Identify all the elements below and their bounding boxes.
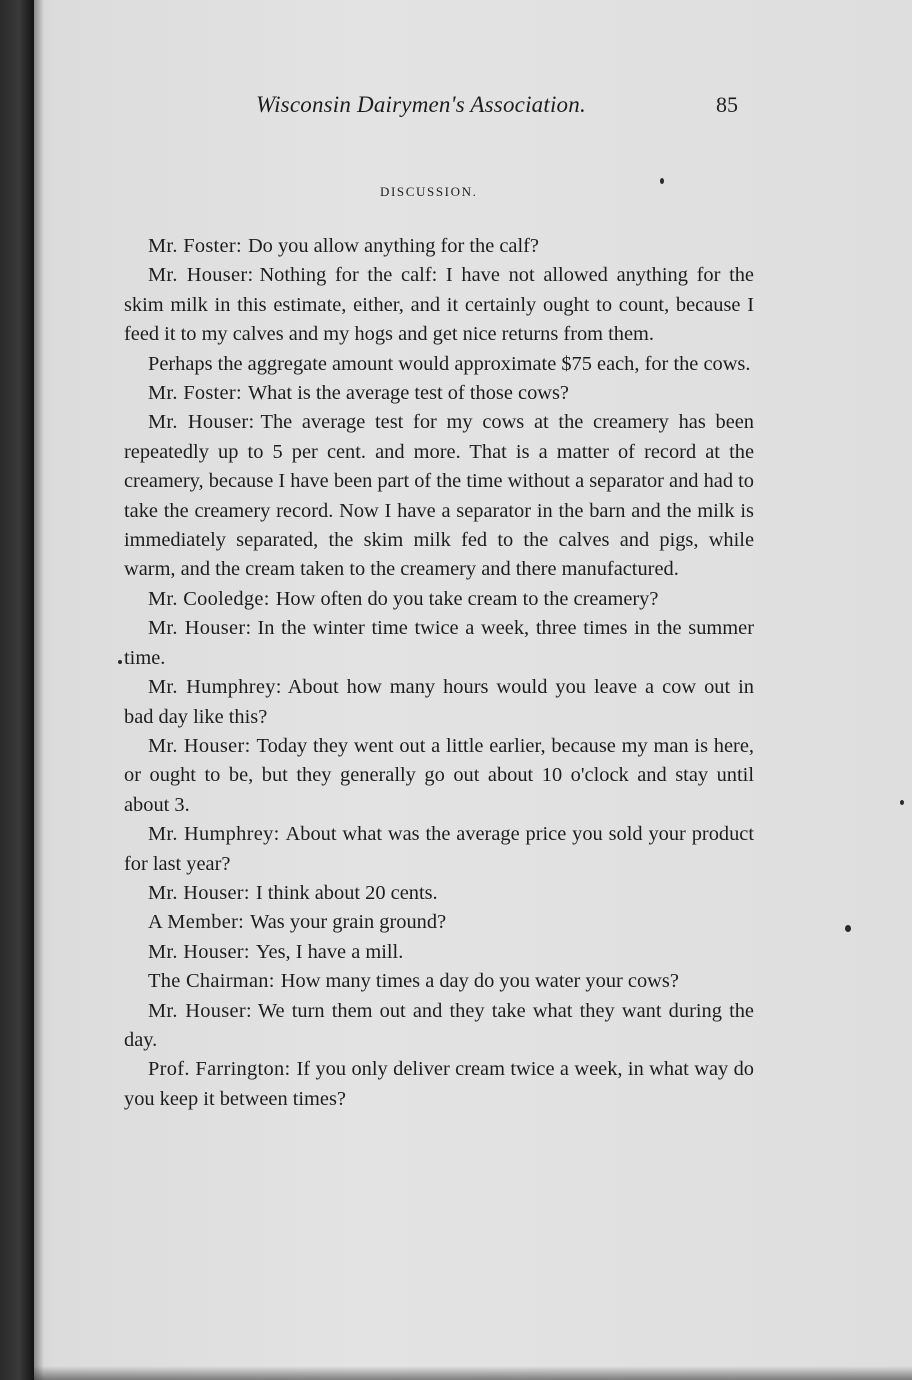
speaker-name: Mr. Cooledge: [148,587,270,610]
paragraph-text: Today they went out a little earlier, because my man is here, or ought to be, but they generally go out about 10 o'clock and stay until about 3. [124,734,754,816]
discussion-paragraph [124,408,754,584]
speaker-name: Mr. Humphrey: [148,676,282,699]
discussion-paragraph [124,1055,754,1114]
discussion-text [124,232,754,1114]
ink-speck [845,925,851,932]
discussion-paragraph [124,820,754,879]
paragraph-text: We turn them out and they take what they want during the day. [124,999,754,1051]
speaker-name: The Chairman: [148,970,275,993]
page-bottom-edge [34,1366,912,1380]
ink-speck [900,800,904,805]
discussion-paragraph [124,908,754,937]
discussion-paragraph [124,614,754,673]
discussion-paragraph [124,673,754,732]
page-number: 85 [716,92,738,117]
speaker-name: Mr. Foster: [148,235,242,257]
speaker-name: A Member: [148,911,245,934]
ink-speck [118,660,122,664]
paragraph-text: The average test for my cows at the creamery has been repeatedly up to 5 per cent. and more. That is a matter of record at the creamery, because I have been part of the time without a separator and had to take the creamery record. Now I have a separator in the barn and the milk is immediately separated, the skim milk fed to the calves and pigs, while warm, and the cream taken to the creamery and there manufactured. [124,411,754,581]
speaker-name: Mr. Houser: [148,617,252,640]
paragraph-text: In the winter time twice a week, three times in the summer time. [124,617,754,669]
spine-shadow [34,0,44,1380]
speaker-name: Mr. Houser: [148,881,250,904]
paragraph-text: How many times a day do you water your cows? [280,970,679,993]
paragraph-text: Yes, I have a mill. [255,940,404,963]
speaker-name: Prof. Farrington: [148,1058,291,1081]
discussion-paragraph [124,379,754,408]
discussion-paragraph [124,879,754,908]
ink-speck [660,178,664,184]
section-title: DISCUSSION. [380,184,478,199]
paragraph-text: Perhaps the aggregate amount would approximate $75 each, for the cows. [148,352,751,375]
discussion-paragraph [124,997,754,1056]
paragraph-text: Was your grain ground? [250,911,447,934]
speaker-name: Mr. Houser: [148,411,255,434]
discussion-paragraph [124,350,754,379]
speaker-name: Mr. Houser: [148,999,252,1022]
paragraph-text: If you only deliver cream twice a week, in what way do you keep it between times? [124,1058,754,1110]
discussion-paragraph [124,938,754,967]
discussion-paragraph [124,732,754,820]
discussion-paragraph [124,967,754,996]
paragraph-text: About how many hours would you leave a cow out in bad day like this? [124,676,755,728]
speaker-name: Mr. Foster: [148,382,242,405]
paragraph-text: How often do you take cream to the creamery? [275,587,659,610]
speaker-name: Mr. Humphrey: [148,823,280,846]
paragraph-text: About what was the average price you sold your product for last year? [124,823,754,875]
paragraph-text: Nothing for the calf: I have not allowed anything for the skim milk in this estimate, either, and it certainly ought to count, because I feed it to my calves and my hogs and get nice returns from them. [124,264,754,346]
paragraph-text: Do you allow anything for the calf? [247,235,539,257]
running-title: Wisconsin Dairymen's Association. [256,92,586,117]
paragraph-text: I think about 20 cents. [255,881,438,904]
discussion-paragraph [124,232,754,261]
paragraph-text: What is the average test of those cows? [247,382,569,405]
discussion-paragraph [124,585,754,614]
discussion-paragraph [124,261,754,349]
speaker-name: Mr. Houser: [148,734,251,757]
speaker-name: Mr. Houser: [148,264,254,287]
speaker-name: Mr. Houser: [148,940,250,963]
book-spine [0,0,34,1380]
